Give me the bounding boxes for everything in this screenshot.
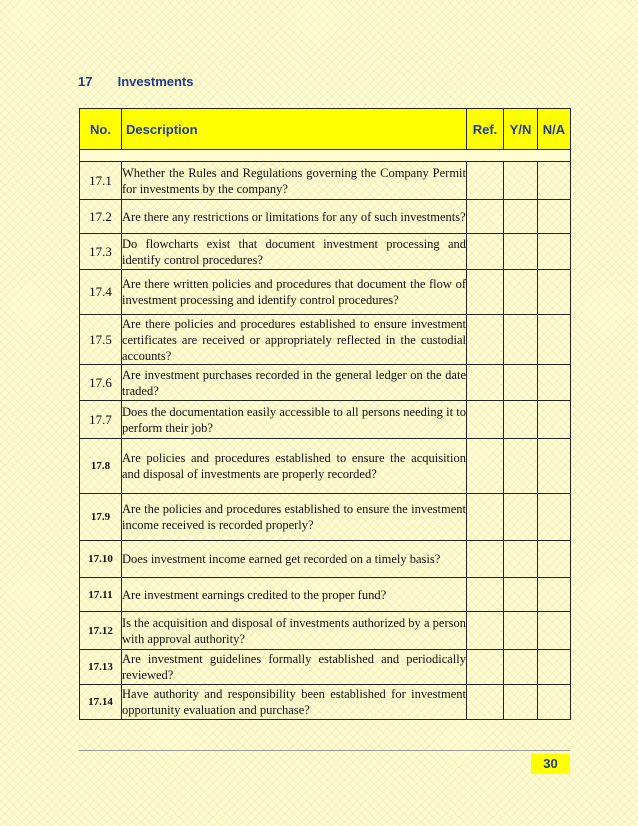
- item-description: Does the documentation easily accessible to all persons needing it to perform their job?: [122, 401, 467, 439]
- yn-cell[interactable]: [504, 685, 538, 720]
- yn-cell[interactable]: [504, 494, 538, 541]
- header-ref: Ref.: [467, 109, 504, 150]
- ref-cell[interactable]: [467, 365, 504, 401]
- table-row: [80, 612, 571, 650]
- item-description: Does investment income earned get recorded on a timely basis?: [122, 541, 467, 578]
- yn-cell[interactable]: [504, 315, 538, 365]
- item-description: Are investment earnings credited to the proper fund?: [122, 578, 467, 612]
- na-cell[interactable]: [538, 439, 571, 494]
- na-cell[interactable]: [538, 365, 571, 401]
- ref-cell[interactable]: [467, 234, 504, 270]
- section-number: 17: [78, 74, 93, 89]
- ref-cell[interactable]: [467, 494, 504, 541]
- item-number: 17.3: [80, 234, 122, 270]
- table-row: [80, 270, 571, 315]
- item-number: 17.9: [80, 494, 122, 541]
- item-description: Are policies and procedures established to ensure the acquisition and disposal of investments are properly recorded?: [122, 439, 467, 494]
- yn-cell[interactable]: [504, 612, 538, 650]
- item-number: 17.11: [80, 578, 122, 612]
- section-title: Investments: [117, 74, 194, 89]
- ref-cell[interactable]: [467, 439, 504, 494]
- na-cell[interactable]: [538, 315, 571, 365]
- na-cell[interactable]: [538, 162, 571, 200]
- spacer-row: [80, 150, 571, 162]
- item-description: Are there any restrictions or limitations for any of such investments?: [122, 200, 467, 234]
- ref-cell[interactable]: [467, 650, 504, 685]
- ref-cell[interactable]: [467, 270, 504, 315]
- ref-cell[interactable]: [467, 401, 504, 439]
- item-number: 17.1: [80, 162, 122, 200]
- item-description: Do flowcharts exist that document investment processing and identify control procedures?: [122, 234, 467, 270]
- yn-cell[interactable]: [504, 401, 538, 439]
- page-number: 30: [531, 754, 570, 774]
- table-row: [80, 365, 571, 401]
- item-number: 17.5: [80, 315, 122, 365]
- table-row: [80, 494, 571, 541]
- yn-cell[interactable]: [504, 541, 538, 578]
- item-number: 17.2: [80, 200, 122, 234]
- item-number: 17.13: [80, 650, 122, 685]
- yn-cell[interactable]: [504, 650, 538, 685]
- ref-cell[interactable]: [467, 578, 504, 612]
- ref-cell[interactable]: [467, 541, 504, 578]
- na-cell[interactable]: [538, 650, 571, 685]
- table-row: [80, 685, 571, 720]
- header-no: No.: [80, 109, 122, 150]
- ref-cell[interactable]: [467, 162, 504, 200]
- item-description: Whether the Rules and Regulations governing the Company Permit for investments by the company?: [122, 162, 467, 200]
- table-row: [80, 234, 571, 270]
- yn-cell[interactable]: [504, 270, 538, 315]
- table-row: [80, 541, 571, 578]
- na-cell[interactable]: [538, 494, 571, 541]
- na-cell[interactable]: [538, 541, 571, 578]
- investments-checklist-table: [79, 108, 571, 720]
- ref-cell[interactable]: [467, 200, 504, 234]
- footer-divider: [79, 750, 570, 751]
- header-description: Description: [122, 109, 467, 150]
- na-cell[interactable]: [538, 612, 571, 650]
- table-row: [80, 439, 571, 494]
- yn-cell[interactable]: [504, 578, 538, 612]
- header-na: N/A: [538, 109, 571, 150]
- item-description: Are there policies and procedures established to ensure investment certificates are received or appropriately reflected in the custodial accounts?: [122, 316, 466, 363]
- ref-cell[interactable]: [467, 612, 504, 650]
- na-cell[interactable]: [538, 234, 571, 270]
- table-row: [80, 650, 571, 685]
- yn-cell[interactable]: [504, 365, 538, 401]
- item-description: Are investment guidelines formally established and periodically reviewed?: [122, 650, 467, 685]
- ref-cell[interactable]: [467, 685, 504, 720]
- yn-cell[interactable]: [504, 162, 538, 200]
- item-number: 17.6: [80, 365, 122, 401]
- na-cell[interactable]: [538, 685, 571, 720]
- item-number: 17.4: [80, 270, 122, 315]
- item-description: Have authority and responsibility been established for investment opportunity evaluation and purchase?: [122, 685, 467, 720]
- table-row: [80, 162, 571, 200]
- yn-cell[interactable]: [504, 439, 538, 494]
- header-yn: Y/N: [504, 109, 538, 150]
- item-description: Is the acquisition and disposal of investments authorized by a person with approval authority?: [122, 612, 467, 650]
- na-cell[interactable]: [538, 401, 571, 439]
- yn-cell[interactable]: [504, 234, 538, 270]
- table-header-row: [80, 109, 571, 150]
- ref-cell[interactable]: [467, 315, 504, 365]
- item-number: 17.12: [80, 612, 122, 650]
- item-number: 17.8: [80, 439, 122, 494]
- na-cell[interactable]: [538, 270, 571, 315]
- table-row: [80, 401, 571, 439]
- na-cell[interactable]: [538, 200, 571, 234]
- section-heading: [78, 74, 194, 89]
- item-description: Are there written policies and procedures that document the flow of investment processing and identify control procedures?: [122, 270, 467, 315]
- table-row: [80, 578, 571, 612]
- table-row: [80, 200, 571, 234]
- table-row: [80, 315, 571, 365]
- item-number: 17.14: [80, 685, 122, 720]
- item-description: Are investment purchases recorded in the general ledger on the date traded?: [122, 365, 467, 401]
- item-number: 17.10: [80, 541, 122, 578]
- na-cell[interactable]: [538, 578, 571, 612]
- yn-cell[interactable]: [504, 200, 538, 234]
- item-description: Are the policies and procedures established to ensure the investment income received is recorded properly?: [122, 494, 467, 541]
- item-number: 17.7: [80, 401, 122, 439]
